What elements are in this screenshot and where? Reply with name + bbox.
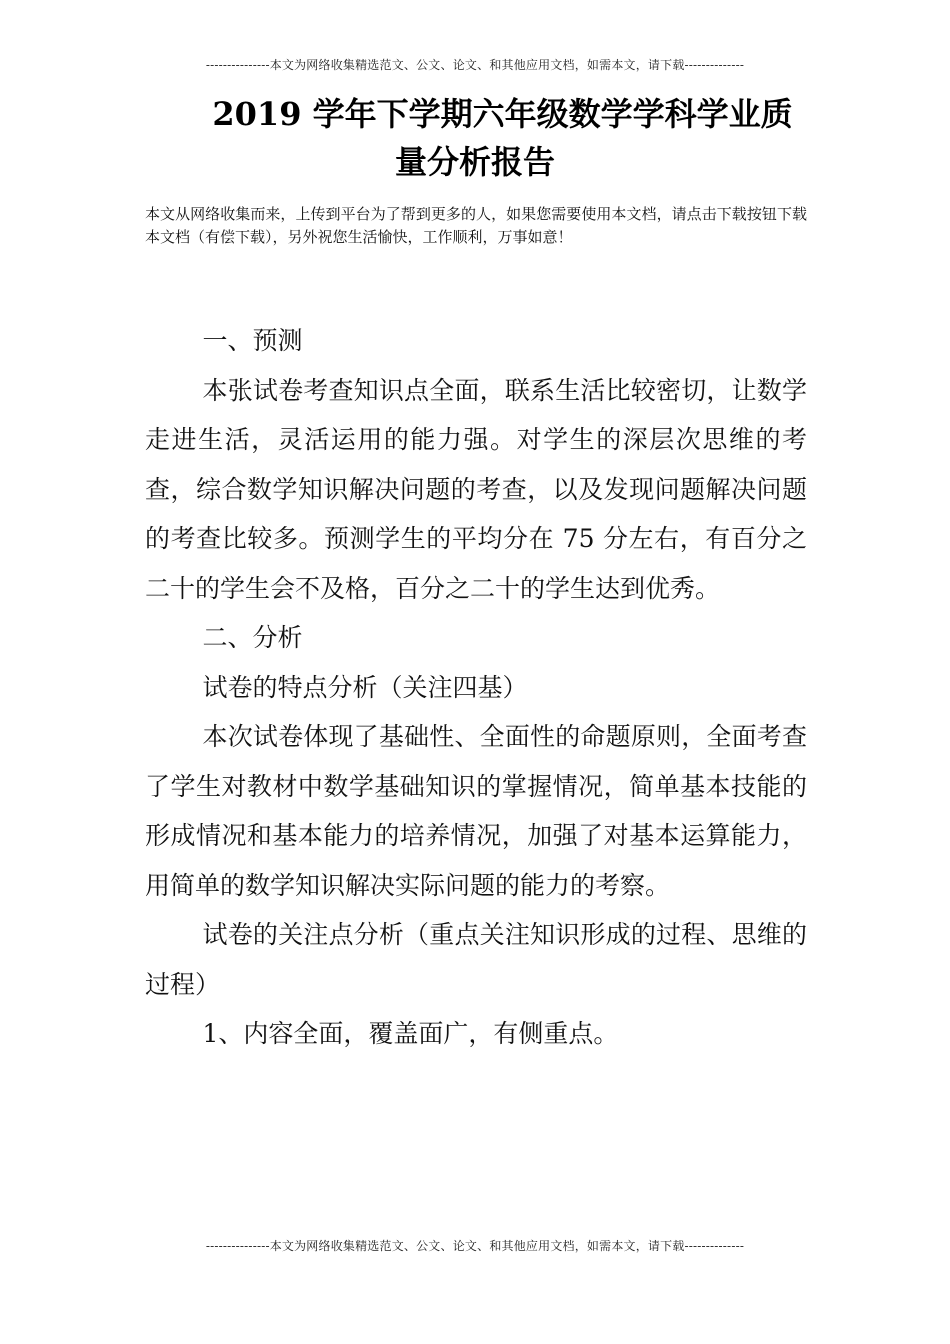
document-title [145,90,805,186]
body-paragraph: 本张试卷考查知识点全面，联系生活比较密切，让数学走进生活，灵活运用的能力强。对学生的深层次思维的考查，综合数学知识解决问题的考查，以及发现问题解决问题的考查比较多。预测学生的平均分在 75 分左右，有百分之二十的学生会不及格，百分之二十的学生达到优秀。 [145,375,807,603]
intro-notice: 本文从网络收集而来，上传到平台为了帮到更多的人，如果您需要使用本文档，请点击下载按钮下载本文档（有偿下载），另外祝您生活愉快，工作顺利，万事如意！ [145,205,807,246]
page-footer-banner: ---------------本文为网络收集精选范文、公文、论文、和其他应用文档，如需本文，请下载-------------- [205,1239,745,1253]
section-heading-prediction: 一、预测 [202,326,303,355]
body-paragraph: 本次试卷体现了基础性、全面性的命题原则，全面考查了学生对教材中数学基础知识的掌握情况，简单基本技能的形成情况和基本能力的培养情况，加强了对基本运算能力，用简单的数学知识解决实际问题的能力的考察。 [145,722,807,900]
document-title-line-2: 量分析报告 [394,143,555,181]
document-body [145,316,807,1059]
document-title-line-1: 2019 学年下学期六年级数学学科学业质 [212,95,793,133]
section-heading-analysis: 二、分析 [202,623,303,652]
subheading-focus-points: 试卷的关注点分析（重点关注知识形成的过程、思维的过程） [145,920,807,999]
list-item: 1、内容全面，覆盖面广，有侧重点。 [202,1019,619,1048]
subheading-paper-features: 试卷的特点分析（关注四基） [202,672,528,702]
page-header-banner: ---------------本文为网络收集精选范文、公文、论文、和其他应用文档，如需本文，请下载-------------- [205,58,745,72]
